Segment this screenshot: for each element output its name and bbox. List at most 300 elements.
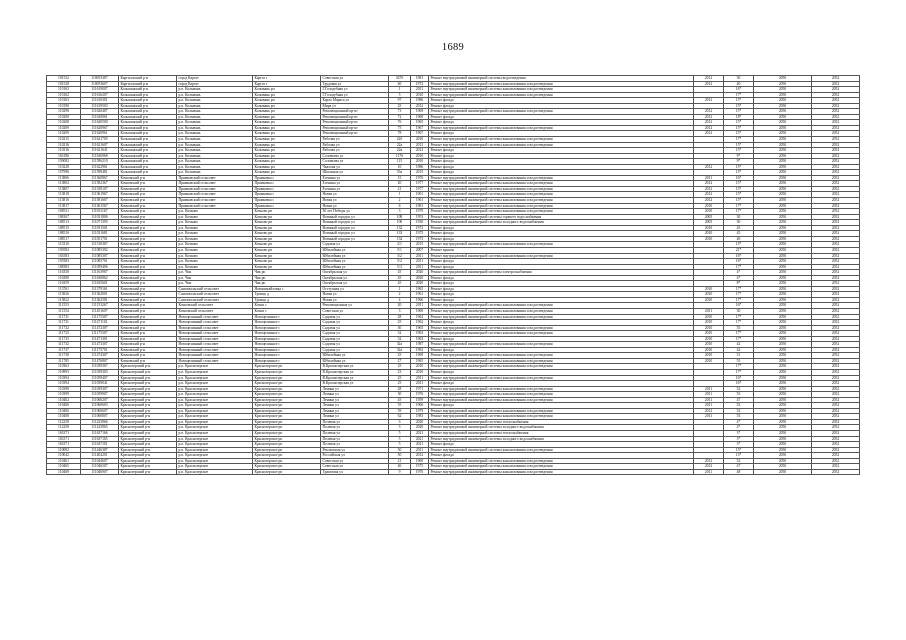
cell-locality: Кочково рп <box>253 236 321 242</box>
cell-settlement: р.п. Колывань <box>177 87 253 93</box>
cell-house-code: 111621705 <box>81 137 119 143</box>
cell-street: Полевая ул <box>321 419 389 425</box>
cell-district: Краснозерский р-н <box>119 447 177 453</box>
table-body <box>47 76 860 475</box>
cell-plan-start: 2050 <box>754 392 812 398</box>
cell-plan-start: 2050 <box>754 275 812 281</box>
cell-house-code: 111582367 <box>81 181 119 187</box>
cell-plan-end: 2052 <box>812 314 860 320</box>
cell-house-number: 9 <box>389 469 411 475</box>
cell-work-type: Ремонт внутридомовой инженерной системы электроснабжения <box>429 270 694 276</box>
cell-plan-end: 2052 <box>812 447 860 453</box>
cell-locality: Новоцелинное с <box>253 336 321 342</box>
cell-work-type: Ремонт фасада <box>429 292 694 298</box>
cell-street: 30 лет Победы ул <box>321 209 389 215</box>
cell-locality: Кочково рп <box>253 220 321 226</box>
cell-service-life: 13* <box>724 170 754 176</box>
cell-district: Кочковский р-н <box>119 353 177 359</box>
cell-service-life: 16* <box>724 175 754 181</box>
cell-service-life: 52 <box>724 408 754 414</box>
cell-work-type: Ремонт фасада <box>429 103 694 109</box>
cell-house-code: 111635601 <box>81 281 119 287</box>
cell-house-code: 111085307 <box>81 253 119 259</box>
cell-district: Кочковский р-н <box>119 175 177 181</box>
cell-locality: Колывань рп <box>253 103 321 109</box>
cell-work-type: Ремонт внутридомовой инженерной системы канализования и водоотведения <box>429 186 694 192</box>
cell-house-code: 111059407 <box>81 375 119 381</box>
cell-survey-year: 2012 <box>694 464 724 470</box>
cell-settlement: р.п. Колывань <box>177 142 253 148</box>
cell-house-code: 111039307 <box>81 386 119 392</box>
cell-locality: Прямковка с <box>253 198 321 204</box>
cell-service-life: 17* <box>724 297 754 303</box>
cell-district: Краснозерский р-н <box>119 375 177 381</box>
cell-street: Рекламская ул <box>321 447 389 453</box>
cell-plan-end: 2052 <box>812 198 860 204</box>
cell-settlement: Прямковский сельсовет <box>177 198 253 204</box>
cell-street: Военный городок ул <box>321 231 389 237</box>
cell-record-id: 111553 <box>47 303 81 309</box>
cell-build-year: 1961 <box>411 292 429 298</box>
cell-house-code: 111581607 <box>81 198 119 204</box>
cell-street: Школьная ул <box>321 170 389 176</box>
cell-house-number: 5 <box>389 92 411 98</box>
cell-service-life: 8* <box>724 281 754 287</box>
cell-build-year: 1969 <box>411 353 429 359</box>
cell-house-code: 111404201 <box>81 453 119 459</box>
cell-district: Кольшанский р-н <box>119 159 177 165</box>
cell-service-life: 16* <box>724 375 754 381</box>
cell-settlement: р.п. Краснозерское <box>177 386 253 392</box>
cell-house-code: 111446387 <box>81 447 119 453</box>
cell-record-id: 110208 <box>47 120 81 126</box>
cell-work-type: Ремонт внутридомовой инженерной системы канализования и водоотведения <box>429 397 694 403</box>
cell-service-life: 51 <box>724 353 754 359</box>
cell-record-id: 108311 <box>47 209 81 215</box>
cell-service-life: 15* <box>724 98 754 104</box>
cell-build-year: 1959 <box>411 397 429 403</box>
cell-build-year: 1987 <box>411 342 429 348</box>
page-number: 1689 <box>441 42 465 53</box>
cell-street: Садовая ул <box>321 347 389 353</box>
cell-build-year: 1967 <box>411 131 429 137</box>
cell-survey-year: 2011 <box>694 308 724 314</box>
cell-locality: Краснозерское рп <box>253 425 321 431</box>
cell-record-id: 157996 <box>47 170 81 176</box>
cell-plan-start: 2050 <box>754 148 812 154</box>
cell-district: Кочковский р-н <box>119 198 177 204</box>
cell-work-type: Ремонт фасада <box>429 442 694 448</box>
cell-street: Рабочая ул <box>321 142 389 148</box>
cell-house-number: 59 <box>389 408 411 414</box>
cell-street: Советская ул <box>321 76 389 82</box>
cell-service-life: 3* <box>724 436 754 442</box>
cell-house-number: 5/3 <box>389 264 411 270</box>
cell-district: Кольшанский р-н <box>119 109 177 115</box>
cell-locality: Новоцелинное с <box>253 314 321 320</box>
cell-street: Рабочая ул <box>321 148 389 154</box>
cell-record-id: 111733 <box>47 336 81 342</box>
cell-plan-end: 2052 <box>812 347 860 353</box>
cell-plan-start: 2050 <box>754 242 812 248</box>
cell-work-type: Ремонт внутридомовой инженерной системы канализования и водоотведения <box>429 447 694 453</box>
cell-build-year: 1965 <box>411 358 429 364</box>
cell-house-number: 4 <box>389 297 411 303</box>
cell-house-number: 46 <box>389 464 411 470</box>
cell-work-type: Ремонт внутридомовой инженерной системы канализования и водоотведения <box>429 458 694 464</box>
cell-district: Краснозерский р-н <box>119 414 177 420</box>
cell-build-year: 1961 <box>411 198 429 204</box>
cell-build-year: 2011 <box>411 381 429 387</box>
cell-survey-year: 2010 <box>694 347 724 353</box>
cell-plan-end: 2052 <box>812 297 860 303</box>
cell-service-life: 16* <box>724 303 754 309</box>
cell-plan-end: 2052 <box>812 203 860 209</box>
cell-record-id: 110162 <box>47 92 81 98</box>
cell-plan-end: 2052 <box>812 242 860 248</box>
cell-locality: Краснозерское рп <box>253 469 321 475</box>
cell-street: Юбилейная ул <box>321 253 389 259</box>
cell-survey-year: 2005 <box>694 220 724 226</box>
cell-work-type: Ремонт внутридомовой инженерной системы канализования и водоотведения <box>429 198 694 204</box>
cell-plan-end: 2052 <box>812 386 860 392</box>
cell-locality: Краснозерское рп <box>253 403 321 409</box>
cell-build-year: 2021 <box>411 442 429 448</box>
cell-house-number: 1 <box>389 286 411 292</box>
cell-plan-start: 2050 <box>754 408 812 414</box>
cell-house-code: 111474307 <box>81 353 119 359</box>
cell-settlement: р.п. Колывань <box>177 98 253 104</box>
cell-house-code: 111225866 <box>81 419 119 425</box>
cell-plan-start: 2050 <box>754 236 812 242</box>
cell-locality: Новоцелинное с <box>253 325 321 331</box>
cell-survey-year: 2010 <box>694 342 724 348</box>
cell-house-number: 25 <box>389 320 411 326</box>
cell-locality: Прямковка с <box>253 181 321 187</box>
cell-house-code: 111046907 <box>81 469 119 475</box>
cell-house-code: 111471101 <box>81 320 119 326</box>
cell-house-code: 111362001 <box>81 292 119 298</box>
cell-settlement: Новоцелинный сельсовет <box>177 336 253 342</box>
cell-house-number: 15 <box>389 175 411 181</box>
cell-work-type: Ремонт внутридомовой инженерной системы канализования и водоотведения <box>429 242 694 248</box>
cell-record-id: 111554 <box>47 308 81 314</box>
cell-house-code: 111622961 <box>81 164 119 170</box>
cell-build-year: 1976 <box>411 175 429 181</box>
cell-record-id: 111732 <box>47 325 81 331</box>
cell-district: Кочковский р-н <box>119 270 177 276</box>
cell-district: Кочковский р-н <box>119 253 177 259</box>
cell-service-life: 48 <box>724 469 754 475</box>
cell-house-code: 111472307 <box>81 325 119 331</box>
cell-house-number: 6 <box>389 203 411 209</box>
cell-build-year: 2012 <box>411 453 429 459</box>
cell-build-year: 1977 <box>411 181 429 187</box>
cell-street: Г.Голодебная ул <box>321 92 389 98</box>
cell-house-code: 111637101 <box>81 442 119 448</box>
cell-build-year: 2011 <box>411 447 429 453</box>
cell-service-life: 45 <box>724 231 754 237</box>
cell-service-life: 15* <box>724 186 754 192</box>
cell-work-type: Ремонт внутридомовой инженерной системы канализования и водоотведения <box>429 392 694 398</box>
cell-build-year: 1967 <box>411 125 429 131</box>
cell-plan-end: 2052 <box>812 125 860 131</box>
cell-house-code: 111051701 <box>81 236 119 242</box>
cell-house-number: 3 <box>389 425 411 431</box>
cell-settlement: р.п. Колывань <box>177 125 253 131</box>
cell-record-id: 116359 <box>47 281 81 287</box>
cell-street: Мира ул <box>321 103 389 109</box>
cell-service-life: 52 <box>724 458 754 464</box>
cell-service-life: 18* <box>724 114 754 120</box>
cell-street: Октябрьская ул <box>321 270 389 276</box>
cell-street: Ленина ул <box>321 414 389 420</box>
cell-plan-end: 2052 <box>812 120 860 126</box>
cell-plan-end: 2052 <box>812 231 860 237</box>
cell-district: Кольшанский р-н <box>119 148 177 154</box>
cell-settlement: р.п. Краснозерское <box>177 453 253 459</box>
cell-record-id: 110163 <box>47 87 81 93</box>
cell-build-year: 1969 <box>411 114 429 120</box>
cell-district: Кочковский р-н <box>119 214 177 220</box>
cell-work-type: Ремонт фасада <box>429 164 694 170</box>
cell-house-number: 45 <box>389 281 411 287</box>
cell-survey-year: 2011 <box>694 414 724 420</box>
cell-build-year: 1979 <box>411 408 429 414</box>
cell-house-code: 111636968 <box>81 153 119 159</box>
cell-house-number: 27 <box>389 358 411 364</box>
cell-house-number: 72 <box>389 114 411 120</box>
cell-district: Краснозерский р-н <box>119 464 177 470</box>
cell-plan-end: 2052 <box>812 364 860 370</box>
cell-plan-start: 2050 <box>754 469 812 475</box>
cell-district: Краснозерский р-н <box>119 431 177 437</box>
cell-record-id: 113822 <box>47 297 81 303</box>
cell-work-type: Ремонт фасада <box>429 347 694 353</box>
cell-settlement: р.п. Краснозерское <box>177 447 253 453</box>
cell-plan-end: 2052 <box>812 159 860 165</box>
cell-house-code: 111358107 <box>81 186 119 192</box>
cell-locality: Чик рп <box>253 275 321 281</box>
cell-district: Кочковский р-н <box>119 242 177 248</box>
cell-service-life: 4* <box>724 425 754 431</box>
cell-record-id: 163371 <box>47 436 81 442</box>
cell-house-code: 111039303 <box>81 369 119 375</box>
cell-house-code: 111163987 <box>81 270 119 276</box>
cell-house-code: 110053387 <box>81 76 119 82</box>
cell-build-year: 1981 <box>411 76 429 82</box>
cell-locality: Кочки с <box>253 308 321 314</box>
cell-settlement: р.п. Краснозерское <box>177 369 253 375</box>
cell-house-number: 45 <box>389 275 411 281</box>
cell-build-year: 2021 <box>411 436 429 442</box>
cell-settlement: Прямковский сельсовет <box>177 186 253 192</box>
cell-locality: Чик рп <box>253 281 321 287</box>
cell-record-id: 110993 <box>47 369 81 375</box>
cell-house-number: 20 <box>389 181 411 187</box>
cell-house-code: 111085392 <box>81 247 119 253</box>
cell-plan-end: 2052 <box>812 98 860 104</box>
cell-locality: Краснозерское рп <box>253 397 321 403</box>
cell-district: Кочковский р-н <box>119 247 177 253</box>
cell-district: Кольшанский р-н <box>119 131 177 137</box>
cell-settlement: р.п. Краснозерское <box>177 381 253 387</box>
cell-service-life: 45 <box>724 225 754 231</box>
cell-street: В.Краснозерская ул <box>321 381 389 387</box>
cell-plan-start: 2050 <box>754 209 812 215</box>
cell-house-number: 3/2 <box>389 253 411 259</box>
cell-house-code: 111360867 <box>81 175 119 181</box>
cell-street: Юбилейная ул <box>321 247 389 253</box>
cell-plan-start: 2050 <box>754 198 812 204</box>
cell-service-life: 15* <box>724 120 754 126</box>
cell-street: Г.Голодебная ул <box>321 87 389 93</box>
cell-plan-start: 2050 <box>754 292 812 298</box>
cell-plan-end: 2052 <box>812 336 860 342</box>
cell-record-id: 110408 <box>47 414 81 420</box>
cell-locality: Краснозерское рп <box>253 369 321 375</box>
cell-build-year: 2011 <box>411 264 429 270</box>
cell-street: Полевая ул <box>321 436 389 442</box>
cell-plan-start: 2050 <box>754 369 812 375</box>
cell-locality: Краснозерское рп <box>253 381 321 387</box>
cell-locality: Колывань рп <box>253 164 321 170</box>
cell-house-code: 111361967 <box>81 192 119 198</box>
cell-plan-end: 2052 <box>812 270 860 276</box>
cell-house-code: 111060207 <box>81 397 119 403</box>
cell-survey-year: 2010 <box>694 336 724 342</box>
cell-work-type: Ремонт внутридомовой инженерной системы канализования и водоотведения <box>429 314 694 320</box>
cell-plan-start: 2050 <box>754 364 812 370</box>
cell-settlement: р.п. Краснозерское <box>177 458 253 464</box>
cell-build-year: 1961 <box>411 192 429 198</box>
cell-house-number: 53а <box>389 170 411 176</box>
cell-service-life: 16* <box>724 259 754 265</box>
cell-settlement: р.п. Кочково <box>177 242 253 248</box>
cell-district: Кольшанский р-н <box>119 92 177 98</box>
cell-plan-start: 2050 <box>754 125 812 131</box>
cell-survey-year: 2011 <box>694 403 724 409</box>
cell-work-type: Ремонт внутридомовой инженерной системы канализования и водоотведения <box>429 325 694 331</box>
cell-settlement: р.п. Чик <box>177 275 253 281</box>
cell-locality: Чик рп <box>253 270 321 276</box>
cell-locality: Прямковка с <box>253 175 321 181</box>
cell-record-id: 110209 <box>47 131 81 137</box>
cell-build-year: 1971 <box>411 386 429 392</box>
cell-locality: Прямковка с <box>253 203 321 209</box>
cell-record-id: 101528 <box>47 81 81 87</box>
cell-record-id: 116390 <box>47 275 81 281</box>
cell-locality: Краснозерское рп <box>253 464 321 470</box>
cell-survey-year: 2010 <box>694 225 724 231</box>
cell-record-id: 110465 <box>47 464 81 470</box>
cell-service-life: 15* <box>724 148 754 154</box>
cell-plan-start: 2050 <box>754 425 812 431</box>
cell-district: Краснозерский р-н <box>119 403 177 409</box>
cell-plan-end: 2052 <box>812 131 860 137</box>
cell-plan-end: 2052 <box>812 320 860 326</box>
cell-plan-start: 2050 <box>754 308 812 314</box>
cell-survey-year: 2012 <box>694 408 724 414</box>
cell-build-year: 2012 <box>411 148 429 154</box>
cell-work-type: Ремонт фасада <box>429 120 694 126</box>
cell-house-number: 22в <box>389 148 411 154</box>
cell-record-id: 163371 <box>47 431 81 437</box>
cell-build-year: 2012 <box>411 103 429 109</box>
cell-survey-year: 2012 <box>694 131 724 137</box>
cell-work-type: Ремонт фасада <box>429 381 694 387</box>
cell-build-year: 2010 <box>411 92 429 98</box>
cell-settlement: Самохвальский сельсовет <box>177 297 253 303</box>
cell-settlement: р.п. Колывань <box>177 137 253 143</box>
cell-house-code: 111225865 <box>81 425 119 431</box>
cell-locality: Прямковка с <box>253 192 321 198</box>
cell-locality: Краснозерское рп <box>253 386 321 392</box>
cell-build-year: 1986 <box>411 164 429 170</box>
cell-plan-start: 2050 <box>754 442 812 448</box>
cell-plan-start: 2050 <box>754 137 812 143</box>
cell-settlement: р.п. Кочково <box>177 225 253 231</box>
cell-locality: Краснозерское рп <box>253 447 321 453</box>
cell-district: Кольшанский р-н <box>119 170 177 176</box>
cell-record-id: 112258 <box>47 419 81 425</box>
cell-survey-year: 2005 <box>694 214 724 220</box>
cell-street: Полевая ул <box>321 425 389 431</box>
cell-house-code: 111060807 <box>81 414 119 420</box>
cell-locality: Новоцелинное с <box>253 331 321 337</box>
cell-record-id: 110209 <box>47 125 81 131</box>
cell-district: Краснозерский р-н <box>119 369 177 375</box>
cell-locality: Колывань рп <box>253 159 321 165</box>
cell-street: Трудовая ул <box>321 81 389 87</box>
cell-locality: Кочково рп <box>253 214 321 220</box>
cell-plan-end: 2052 <box>812 375 860 381</box>
cell-build-year: 2020 <box>411 425 429 431</box>
cell-house-number: 100 <box>389 220 411 226</box>
cell-record-id: 113816 <box>47 198 81 204</box>
cell-service-life: 9* <box>724 159 754 165</box>
cell-plan-end: 2052 <box>812 342 860 348</box>
cell-plan-start: 2050 <box>754 397 812 403</box>
cell-service-life: 55 <box>724 358 754 364</box>
cell-build-year: 2011 <box>411 259 429 265</box>
cell-district: Краснозерский р-н <box>119 436 177 442</box>
cell-street: Советская ул <box>321 308 389 314</box>
cell-settlement: Кочковский сельсовет <box>177 303 253 309</box>
cell-settlement: город Каргат <box>177 76 253 82</box>
cell-service-life: 17* <box>724 369 754 375</box>
cell-house-code: 111060607 <box>81 408 119 414</box>
cell-street: Ленина ул <box>321 392 389 398</box>
cell-street: Соловьева ул <box>321 153 389 159</box>
cell-district: Краснозерский р-н <box>119 469 177 475</box>
cell-plan-end: 2052 <box>812 281 860 287</box>
cell-service-life: 21* <box>724 247 754 253</box>
cell-build-year: 2012 <box>411 142 429 148</box>
cell-locality: Кочково рп <box>253 225 321 231</box>
cell-survey-year: 2010 <box>694 331 724 337</box>
cell-build-year: 2020 <box>411 275 429 281</box>
cell-district: Кочковский р-н <box>119 192 177 198</box>
cell-record-id: 113806 <box>47 175 81 181</box>
cell-plan-end: 2052 <box>812 148 860 154</box>
cell-house-number: 62 <box>389 414 411 420</box>
cell-locality: Новомихайловка с <box>253 286 321 292</box>
cell-settlement: р.п. Краснозерское <box>177 392 253 398</box>
cell-house-code: 111031806 <box>81 214 119 220</box>
cell-locality: Колывань рп <box>253 170 321 176</box>
cell-settlement: Прямковский сельсовет <box>177 203 253 209</box>
